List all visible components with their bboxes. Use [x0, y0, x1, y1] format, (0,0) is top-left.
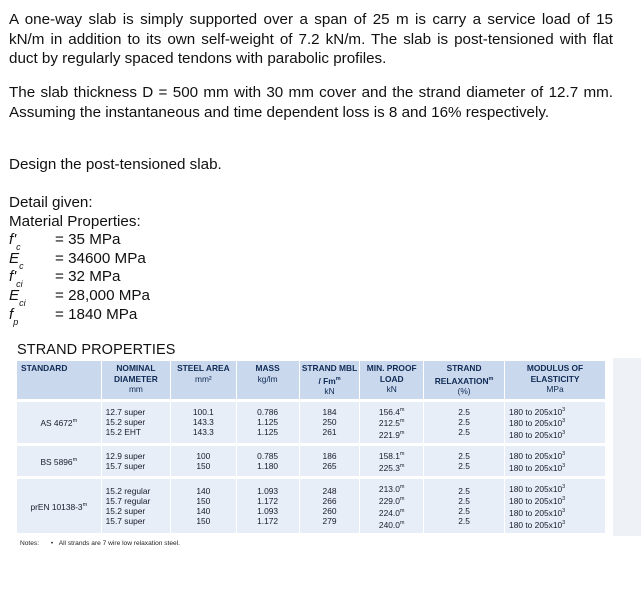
property-value: = 32 MPa	[55, 268, 121, 286]
relax-cell: 2.5 2.5	[424, 445, 505, 478]
material-property-row	[9, 231, 141, 253]
problem-paragraph-2: The slab thickness D = 500 mm with 30 mm cover and the strand diameter of 12.7 mm. Assuming the instantaneous and time dependent loss is 8 and 16% respectively.	[9, 84, 613, 121]
column-header: STRAND RELAXATION$^m$ (%)	[424, 361, 505, 400]
mbl-cell: 186 265	[299, 445, 360, 478]
column-header: MODULUS OF ELASTICITY MPa	[505, 361, 605, 400]
property-value: = 34600 MPa	[55, 249, 146, 267]
standard-cell: prEN 10138-3$^m$	[17, 478, 101, 533]
modulus-cell: 180 to $205x10^3$ 180 to $205x10^3$	[505, 445, 605, 478]
material-property-row	[9, 306, 141, 325]
table-header-row	[17, 361, 605, 400]
material-property-row	[9, 249, 146, 271]
modulus-cell: 180 to $205x10^3$ 180 to $205x10^3$ 180 to $205x10^3$	[505, 400, 605, 445]
property-symbol: $f_p$	[9, 305, 19, 327]
column-header: STANDARD	[17, 361, 101, 400]
relax-cell: 2.5 2.5 2.5	[424, 400, 505, 445]
property-symbol: $E_c$	[9, 249, 24, 271]
mass-cell: 0.785 1.180	[236, 445, 299, 478]
material-properties-list	[9, 231, 150, 327]
column-header: STRAND MBL / Fm$^m$ kN	[299, 361, 360, 400]
proof-cell: 158.1$^m$ 225.3$^m$	[360, 445, 424, 478]
property-symbol: $E_{ci}$	[9, 286, 26, 308]
modulus-cell: 180 to $205x10^3$ 180 to $205x10^3$ 180 to $205x10^3$ 180 to $205x10^3$	[505, 478, 605, 533]
area-cell: 100.1 143.3 143.3	[171, 400, 236, 445]
mbl-cell: 184 250 261	[299, 400, 360, 445]
detail-heading: Detail given:	[9, 194, 93, 211]
diameter-cell: 15.2 regular 15.7 regular 15.2 super 15.7 super	[101, 478, 171, 533]
material-property-row	[9, 268, 141, 290]
area-cell: 100 150	[171, 445, 236, 478]
background-shade	[613, 358, 641, 536]
property-value: = 35 MPa	[55, 231, 121, 249]
problem-paragraph-1: A one-way slab is simply supported over a span of 25 m is carry a service load of 15 kN/m in addition to its own self-weight of 7.2 kN/m. The slab is post-tensioned with flat duct by regularly spaced tendons with parabolic profiles.	[9, 11, 613, 67]
standard-cell: BS 5896$^m$	[17, 445, 101, 478]
standard-cell: AS 4672$^m$	[17, 400, 101, 445]
table-row	[17, 445, 605, 478]
notes-label: Notes:	[20, 540, 40, 547]
proof-cell: 156.4$^m$ 212.5$^m$ 221.9$^m$	[360, 400, 424, 445]
material-details	[9, 194, 150, 327]
area-cell: 140 150 140 150	[171, 478, 236, 533]
bullet-icon: •	[50, 540, 54, 547]
column-header: NOMINAL DIAMETER mm	[101, 361, 171, 400]
relax-cell: 2.5 2.5 2.5 2.5	[424, 478, 505, 533]
property-value: = 1840 MPa	[55, 305, 138, 323]
problem-paragraph-3: Design the post-tensioned slab.	[9, 156, 222, 173]
table-notes	[20, 540, 180, 547]
table-row	[17, 478, 605, 533]
material-heading: Material Properties:	[9, 212, 141, 230]
property-value: = 28,000 MPa	[55, 286, 150, 304]
column-header: STEEL AREA mm²	[171, 361, 236, 400]
diameter-cell: 12.7 super 15.2 super 15.2 EHT	[101, 400, 171, 445]
mbl-cell: 248 266 260 279	[299, 478, 360, 533]
note-text: All strands are 7 wire low relaxation steel.	[58, 540, 180, 547]
material-property-row	[9, 286, 150, 308]
mass-cell: 1.093 1.172 1.093 1.172	[236, 478, 299, 533]
column-header: MIN. PROOF LOAD kN	[360, 361, 424, 400]
property-symbol: $f'_c$	[9, 231, 21, 253]
strand-table-title: STRAND PROPERTIES	[17, 342, 176, 358]
property-symbol: $f'_{ci}$	[9, 268, 23, 290]
proof-cell: 213.0$^m$ 229.0$^m$ 224.0$^m$ 240.0$^m$	[360, 478, 424, 533]
table-row	[17, 400, 605, 445]
column-header: MASS kg/lm	[236, 361, 299, 400]
mass-cell: 0.786 1.125 1.125	[236, 400, 299, 445]
diameter-cell: 12.9 super 15.7 super	[101, 445, 171, 478]
strand-properties-table	[17, 361, 605, 533]
